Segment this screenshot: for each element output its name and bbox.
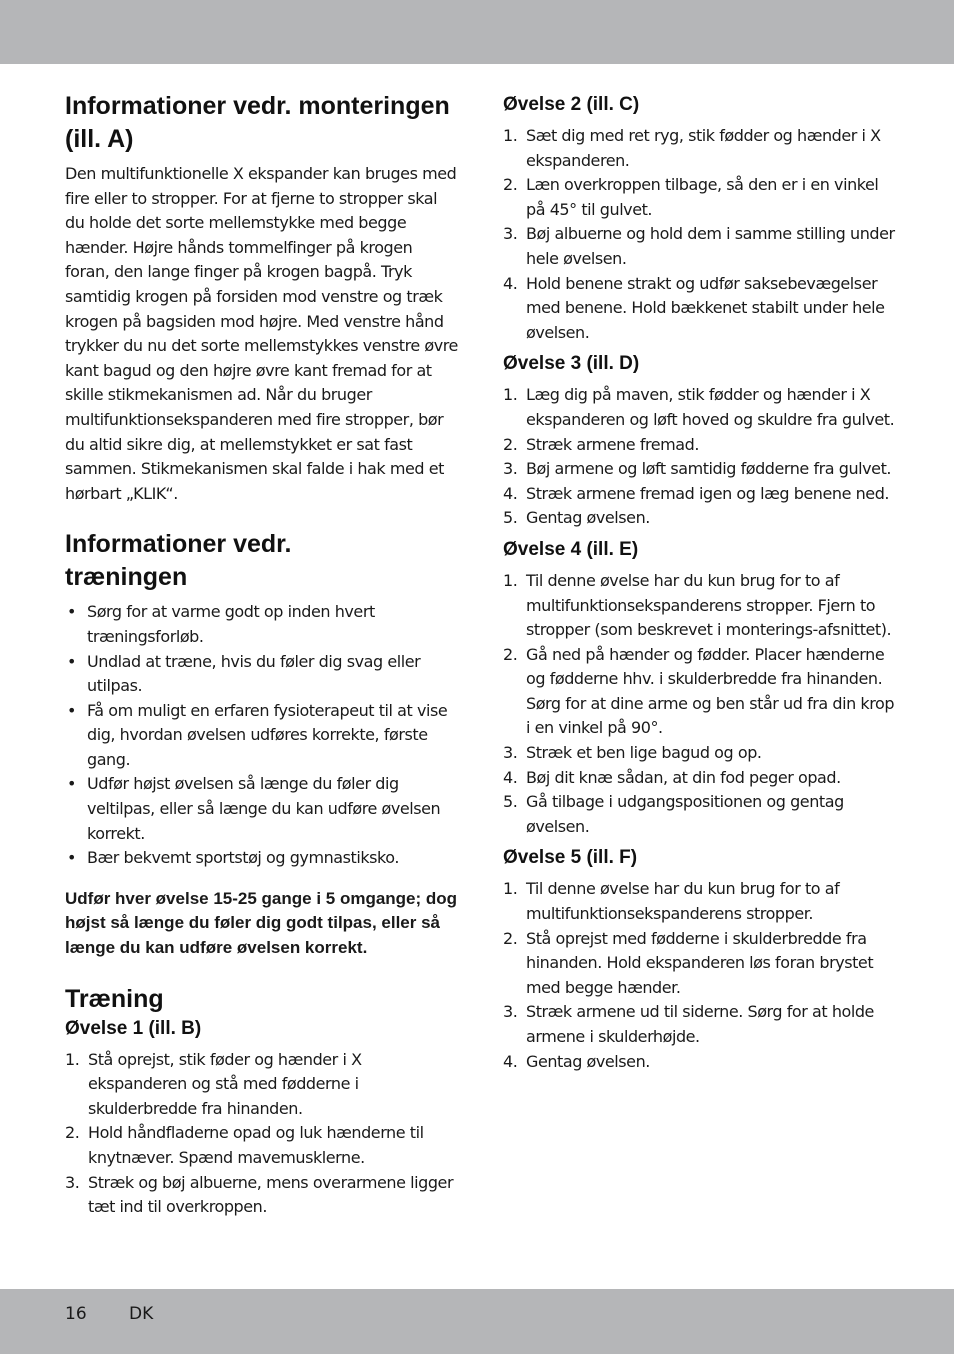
section-title-training: Træning: [65, 984, 164, 1013]
exercise-1-title: Øvelse 1 (ill. B): [65, 1017, 202, 1039]
list-item: 5. Gentag øvelsen.: [503, 508, 650, 528]
exercise-3-steps: [503, 383, 898, 531]
page-number: 16: [65, 1304, 87, 1324]
list-item: 3. Bøj armene og løft samtidig fødderne fra gulvet.: [503, 459, 892, 479]
training-info-list: [65, 600, 460, 871]
list-item: • Undlad at træne, hvis du føler dig svag eller utilpas.: [67, 651, 421, 696]
bullet-marker: •: [67, 774, 76, 794]
list-item: • Bær bekvemt sportstøj og gymnastiksko.: [65, 846, 460, 871]
exercise-1-steps: [65, 1048, 460, 1220]
list-item: 3. Stræk og bøj albuerne, mens overarmene ligger tæt ind til overkroppen.: [65, 1172, 454, 1217]
list-item: 1. Stå oprejst, stik føder og hænder i X ekspanderen og stå med fødderne i skulderbredde fra hinanden.: [65, 1049, 362, 1118]
exercise-4-title: Øvelse 4 (ill. E): [503, 538, 639, 560]
section-title-training-info: Informationer vedr. træningen: [65, 530, 292, 592]
right-column: [503, 92, 898, 1074]
repetition-note: Udfør hver øvelse 15-25 gange i 5 omgange; dog højst så længe du føler dig godt tilpas, eller så længe du kan udføre øvelsen korrekt.: [65, 888, 458, 958]
list-item: 1. Læg dig på maven, stik fødder og hænder i X ekspanderen og løft hoved og skuldre fra gulvet.: [503, 385, 895, 429]
list-item: 4. Hold benene strakt og udfør saksebevægelser med benene. Hold bækkenet stabilt under hele øvelsen.: [503, 273, 885, 342]
bullet-marker: •: [67, 602, 76, 622]
exercise-4-steps: [503, 569, 898, 840]
list-item: 3. Bøj albuerne og hold dem i samme stilling under hele øvelsen.: [503, 224, 895, 268]
list-item: • Sørg for at varme godt op inden hvert træningsforløb.: [67, 602, 375, 646]
list-item: 2. Stræk armene fremad.: [503, 434, 700, 454]
exercise-2-steps: [503, 124, 898, 345]
section-title-assembly: Informationer vedr. monteringen (ill. A): [65, 92, 450, 153]
list-item: 1. Sæt dig med ret ryg, stik fødder og hænder i X ekspanderen.: [503, 126, 881, 170]
exercise-5-steps: [503, 877, 898, 1074]
language-code: DK: [129, 1304, 154, 1324]
list-item: 2. Stå oprejst med fødderne i skulderbredde fra hinanden. Hold ekspanderen løs foran brystet med begge hænder.: [503, 928, 874, 997]
exercise-3-title: Øvelse 3 (ill. D): [503, 353, 640, 375]
bullet-marker: •: [67, 651, 76, 671]
list-item: • Få om muligt en erfaren fysioterapeut til at vise dig, hvordan øvelsen udføres korrekte, første gang.: [67, 700, 448, 769]
list-item: 3. Stræk armene ud til siderne. Sørg for at holde armene i skulderhøjde.: [503, 1002, 874, 1046]
list-item: 2. Gå ned på hænder og fødder. Placer hænderne og fødderne hhv. i skulderbredde fra hinanden. Sørg for at dine arme og ben står ud fra din krop i en vinkel på 90°.: [503, 644, 895, 738]
assembly-text: Den multifunktionelle X ekspander kan bruges med fire eller to stropper. For at fjerne to stropper skal du holde det sorte mellemstykke med begge hænder. Højre hånds tommelfinger på krogen foran, den lange finger på krogen bagpå. Tryk samtidig krogen på forsiden mod venstre og træk krogen på bagsiden mod højre. Med venstre hånd trykker du nu det sorte mellemstykkes venstre øvre kant bagud og den højre øvre kant fremad for at skille stikmekanismen ad. Når du bruger multifunktionsekspanderen med fire stropper, bør du altid sikre dig, at mellemstykket er sat fast sammen. Stikmekanismen skal falde i hak med et hørbart „KLIK“.: [65, 164, 458, 503]
exercise-5-title: Øvelse 5 (ill. F): [503, 847, 638, 869]
left-column: [65, 90, 460, 1220]
list-item: 4. Bøj dit knæ sådan, at din fod peger opad.: [503, 767, 841, 787]
header-band: [0, 0, 954, 64]
bullet-marker: •: [67, 848, 76, 868]
list-item: 4. Stræk armene fremad igen og læg benene ned.: [503, 483, 890, 503]
list-item: 2. Hold håndfladerne opad og luk hænderne til knytnæver. Spænd mavemusklerne.: [65, 1123, 424, 1167]
list-item: 3. Stræk et ben lige bagud og op.: [503, 743, 762, 763]
list-item: • Udfør højst øvelsen så længe du føler dig veltilpas, eller så længe du kan udføre øvelsen korrekt.: [67, 774, 441, 843]
list-item: 5. Gå tilbage i udgangspositionen og gentag øvelsen.: [503, 792, 844, 836]
list-item: 1. Til denne øvelse har du kun brug for to af multifunktionsekspanderens stropper.: [503, 879, 840, 924]
list-item: 2. Læn overkroppen tilbage, så den er i en vinkel på 45° til gulvet.: [503, 175, 879, 219]
bullet-marker: •: [67, 700, 76, 720]
list-item: 1. Til denne øvelse har du kun brug for to af multifunktionsekspanderens stropper. Fjern to stropper (som beskrevet i monterings-afsnittet).: [503, 570, 892, 640]
list-item: 4. Gentag øvelsen.: [503, 1051, 650, 1071]
exercise-2-title: Øvelse 2 (ill. C): [503, 94, 640, 115]
